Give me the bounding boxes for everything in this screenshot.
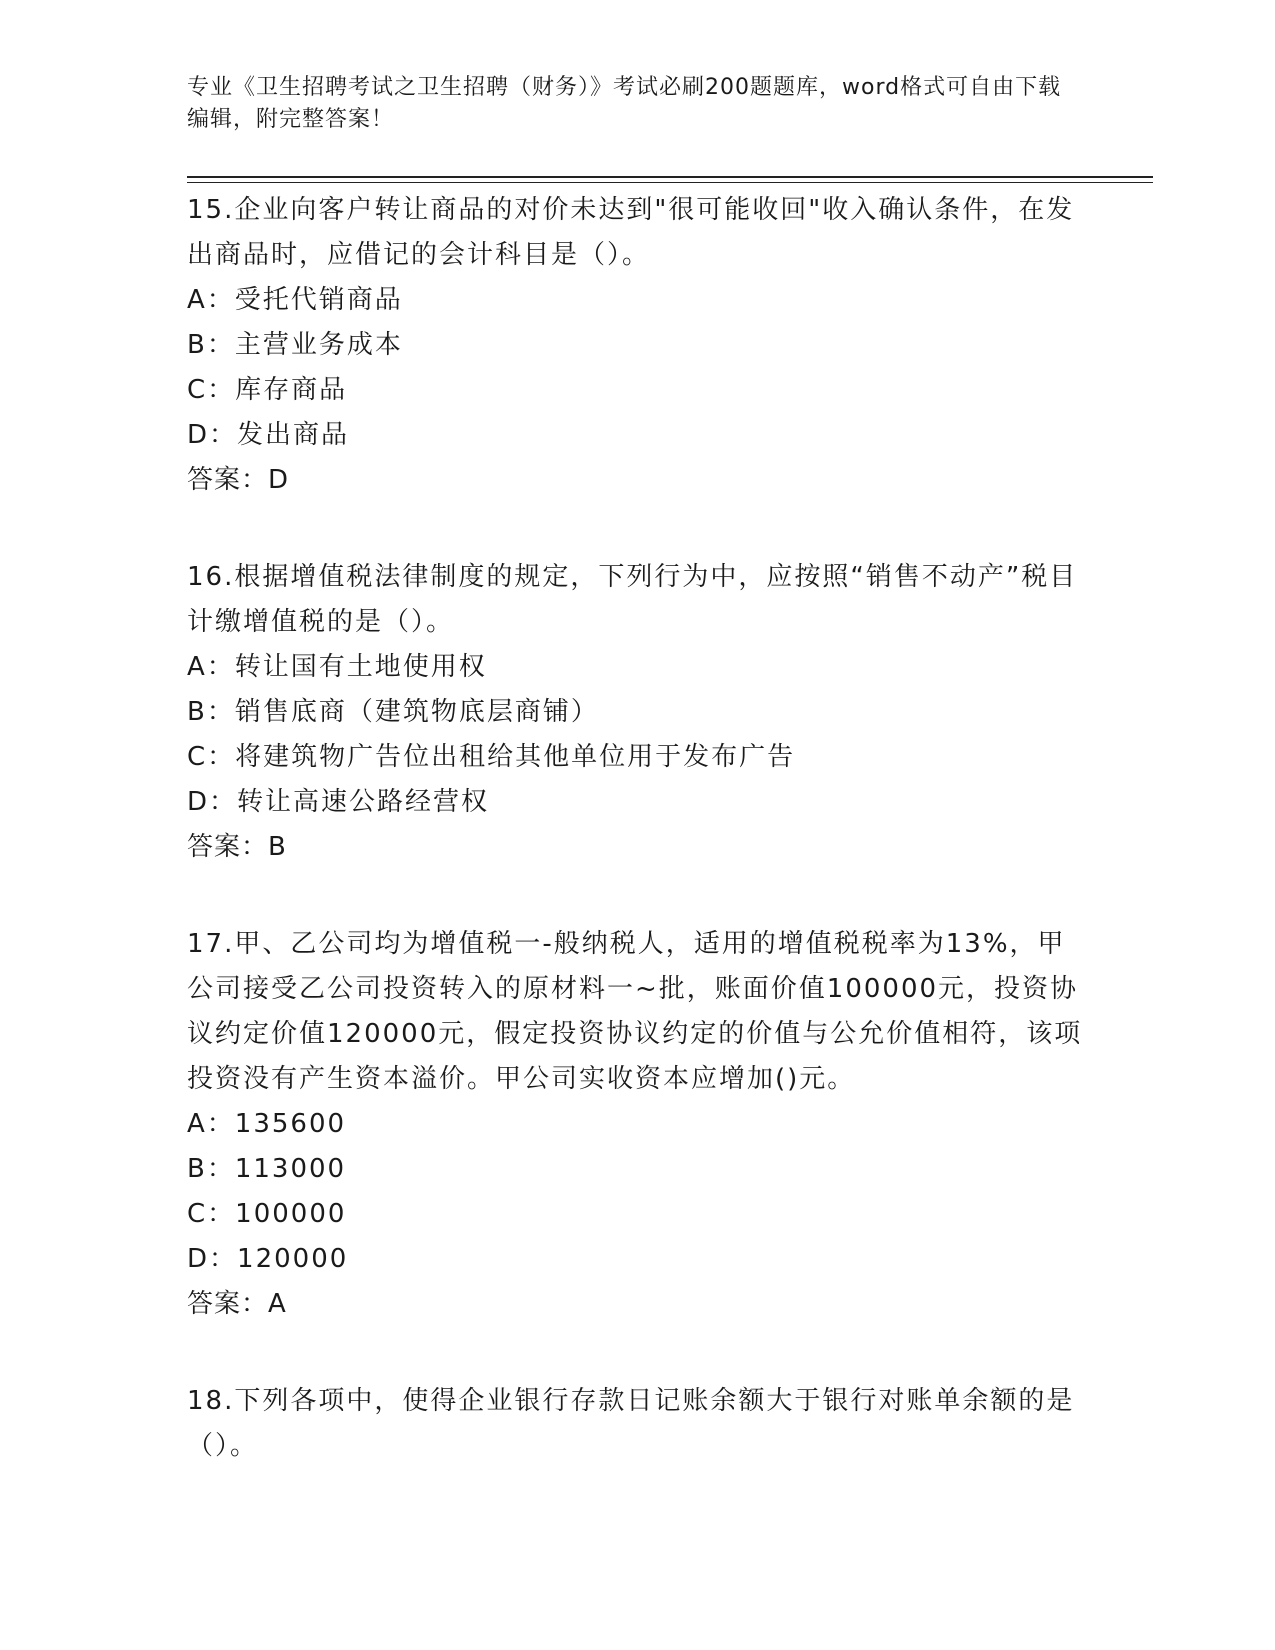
option-d: D：转让高速公路经营权 xyxy=(187,787,490,817)
question-stem: 18.下列各项中，使得企业银行存款日记账余额大于银行对账单余额的是（）。 xyxy=(187,1386,1075,1461)
option-c: C：将建筑物广告位出租给其他单位用于发布广告 xyxy=(187,742,796,772)
document-header: 专业《卫生招聘考试之卫生招聘（财务）》考试必刷200题题库，word格式可自由下载编辑，附完整答案！ xyxy=(187,75,1062,132)
question-stem: 15.企业向客户转让商品的对价未达到"很可能收回"收入确认条件，在发出商品时，应借记的会计科目是（）。 xyxy=(187,195,1075,270)
question-stem: 16.根据增值税法律制度的规定，下列行为中，应按照“销售不动产”税目计缴增值税的是（）。 xyxy=(187,562,1078,637)
option-a: A：转让国有土地使用权 xyxy=(187,652,487,682)
question-15 xyxy=(187,188,1087,503)
option-a: A：受托代销商品 xyxy=(187,285,403,315)
answer-line: 答案：D xyxy=(187,465,290,495)
option-c: C：库存商品 xyxy=(187,375,348,405)
option-a: A：135600 xyxy=(187,1109,347,1139)
header-rule-thin xyxy=(187,182,1153,183)
option-d: D：120000 xyxy=(187,1244,349,1274)
answer-line: 答案：B xyxy=(187,832,287,862)
question-16 xyxy=(187,555,1087,870)
option-c: C：100000 xyxy=(187,1199,347,1229)
header-rule-thick xyxy=(187,176,1153,178)
question-18 xyxy=(187,1379,1087,1469)
question-list xyxy=(187,188,1087,1521)
option-d: D：发出商品 xyxy=(187,420,350,450)
option-b: B：113000 xyxy=(187,1154,347,1184)
answer-line: 答案：A xyxy=(187,1289,287,1319)
option-b: B：主营业务成本 xyxy=(187,330,403,360)
question-stem: 17.甲、乙公司均为增值税一-般纳税人，适用的增值税税率为13%，甲公司接受乙公司投资转入的原材料一~批，账面价值100000元，投资协议约定价值120000元，假定投资协议约定的价值与公允价值相符，该项投资没有产生资本溢价。甲公司实收资本应增加()元。 xyxy=(187,929,1083,1094)
question-17 xyxy=(187,922,1087,1327)
option-b: B：销售底商（建筑物底层商铺） xyxy=(187,697,599,727)
